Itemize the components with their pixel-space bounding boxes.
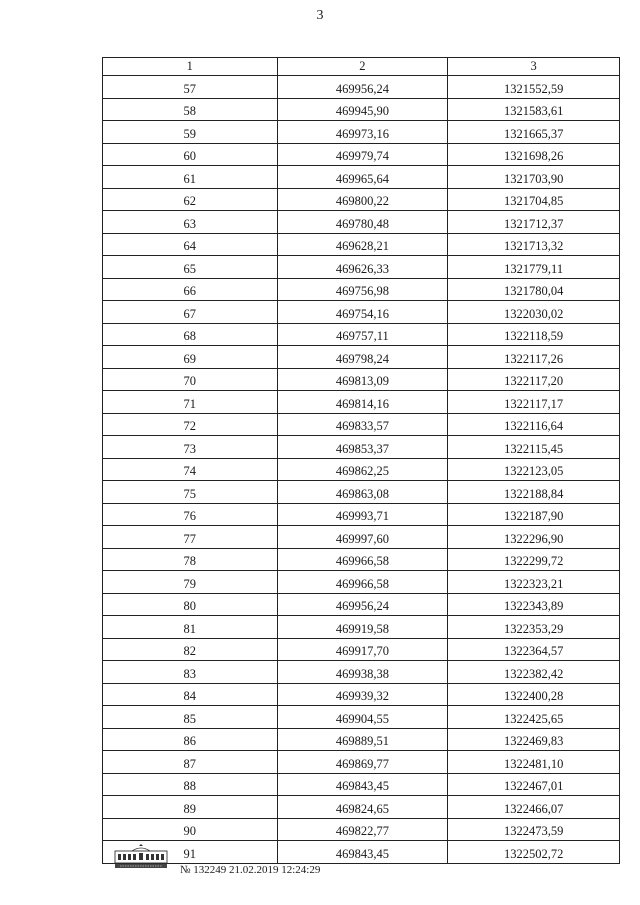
cell-point-number: 62 [103, 188, 278, 211]
cell-y-coordinate: 1322117,20 [448, 368, 620, 391]
table-row [103, 188, 620, 211]
cell-y-coordinate: 1321704,85 [448, 188, 620, 211]
table-row [103, 818, 620, 841]
cell-point-number: 90 [103, 818, 278, 841]
cell-point-number: 66 [103, 278, 278, 301]
cell-y-coordinate: 1322343,89 [448, 593, 620, 616]
cell-y-coordinate: 1321713,32 [448, 233, 620, 256]
cell-point-number: 74 [103, 458, 278, 481]
table-row [103, 526, 620, 549]
cell-point-number: 89 [103, 796, 278, 819]
page-number: 3 [316, 8, 324, 23]
cell-x-coordinate: 469798,24 [277, 346, 448, 369]
cell-point-number: 82 [103, 638, 278, 661]
cell-x-coordinate: 469956,24 [277, 593, 448, 616]
cell-x-coordinate: 469979,74 [277, 143, 448, 166]
cell-y-coordinate: 1322187,90 [448, 503, 620, 526]
cell-point-number: 75 [103, 481, 278, 504]
cell-point-number: 68 [103, 323, 278, 346]
coordinates-table [102, 57, 620, 864]
cell-y-coordinate: 1322382,42 [448, 661, 620, 684]
cell-x-coordinate: 469917,70 [277, 638, 448, 661]
cell-y-coordinate: 1322466,07 [448, 796, 620, 819]
cell-point-number: 73 [103, 436, 278, 459]
cell-point-number: 58 [103, 98, 278, 121]
cell-point-number: 59 [103, 121, 278, 144]
cell-y-coordinate: 1322353,29 [448, 616, 620, 639]
cell-point-number: 81 [103, 616, 278, 639]
cell-y-coordinate: 1321665,37 [448, 121, 620, 144]
cell-x-coordinate: 469843,45 [277, 773, 448, 796]
cell-x-coordinate: 469813,09 [277, 368, 448, 391]
table-row [103, 368, 620, 391]
cell-x-coordinate: 469756,98 [277, 278, 448, 301]
cell-y-coordinate: 1322030,02 [448, 301, 620, 324]
table-row [103, 143, 620, 166]
cell-point-number: 87 [103, 751, 278, 774]
cell-point-number: 76 [103, 503, 278, 526]
cell-x-coordinate: 469862,25 [277, 458, 448, 481]
cell-point-number: 80 [103, 593, 278, 616]
table-row [103, 98, 620, 121]
table-row [103, 346, 620, 369]
table-row [103, 571, 620, 594]
cell-y-coordinate: 1322118,59 [448, 323, 620, 346]
table-row [103, 413, 620, 436]
cell-x-coordinate: 469628,21 [277, 233, 448, 256]
cell-x-coordinate: 469993,71 [277, 503, 448, 526]
cell-x-coordinate: 469853,37 [277, 436, 448, 459]
cell-x-coordinate: 469904,55 [277, 706, 448, 729]
cell-y-coordinate: 1321703,90 [448, 166, 620, 189]
cell-point-number: 57 [103, 76, 278, 99]
registration-stamp-text: № 132249 21.02.2019 12:24:29 [180, 864, 321, 876]
column-header-x: 2 [277, 58, 448, 76]
cell-y-coordinate: 1321780,04 [448, 278, 620, 301]
cell-point-number: 79 [103, 571, 278, 594]
table-row [103, 323, 620, 346]
table-body [103, 76, 620, 864]
cell-y-coordinate: 1322364,57 [448, 638, 620, 661]
cell-point-number: 86 [103, 728, 278, 751]
cell-y-coordinate: 1322299,72 [448, 548, 620, 571]
cell-x-coordinate: 469997,60 [277, 526, 448, 549]
cell-y-coordinate: 1322117,17 [448, 391, 620, 414]
cell-point-number: 88 [103, 773, 278, 796]
column-header-point: 1 [103, 58, 278, 76]
cell-x-coordinate: 469919,58 [277, 616, 448, 639]
registration-footer [112, 843, 321, 876]
cell-point-number: 65 [103, 256, 278, 279]
table-row [103, 593, 620, 616]
cell-y-coordinate: 1322425,65 [448, 706, 620, 729]
cell-y-coordinate: 1322296,90 [448, 526, 620, 549]
cell-x-coordinate: 469824,65 [277, 796, 448, 819]
table-row [103, 773, 620, 796]
cell-y-coordinate: 1322188,84 [448, 481, 620, 504]
cell-x-coordinate: 469945,90 [277, 98, 448, 121]
cell-point-number: 63 [103, 211, 278, 234]
cell-y-coordinate: 1321552,59 [448, 76, 620, 99]
table-row [103, 301, 620, 324]
table-row [103, 616, 620, 639]
table-row [103, 548, 620, 571]
cell-point-number: 77 [103, 526, 278, 549]
cell-x-coordinate: 469973,16 [277, 121, 448, 144]
cell-y-coordinate: 1321583,61 [448, 98, 620, 121]
table-row [103, 256, 620, 279]
table-row [103, 638, 620, 661]
cell-x-coordinate: 469938,38 [277, 661, 448, 684]
cell-y-coordinate: 1322502,72 [448, 841, 620, 864]
cell-y-coordinate: 1322467,01 [448, 773, 620, 796]
cell-y-coordinate: 1322481,10 [448, 751, 620, 774]
government-building-stamp-icon [112, 843, 170, 871]
cell-x-coordinate: 469966,58 [277, 548, 448, 571]
table-header-row [103, 58, 620, 76]
cell-x-coordinate: 469833,57 [277, 413, 448, 436]
cell-x-coordinate: 469863,08 [277, 481, 448, 504]
table-row [103, 796, 620, 819]
table-row [103, 481, 620, 504]
cell-point-number: 67 [103, 301, 278, 324]
cell-x-coordinate: 469754,16 [277, 301, 448, 324]
cell-point-number: 60 [103, 143, 278, 166]
table-row [103, 76, 620, 99]
cell-x-coordinate: 469889,51 [277, 728, 448, 751]
table-row [103, 436, 620, 459]
table-row [103, 661, 620, 684]
table-header [103, 58, 620, 76]
table-row [103, 211, 620, 234]
cell-x-coordinate: 469939,32 [277, 683, 448, 706]
cell-y-coordinate: 1321698,26 [448, 143, 620, 166]
table-row [103, 121, 620, 144]
cell-x-coordinate: 469965,64 [277, 166, 448, 189]
cell-y-coordinate: 1321779,11 [448, 256, 620, 279]
table-row [103, 503, 620, 526]
cell-x-coordinate: 469780,48 [277, 211, 448, 234]
column-header-y: 3 [448, 58, 620, 76]
cell-y-coordinate: 1322469,83 [448, 728, 620, 751]
table-row [103, 391, 620, 414]
cell-point-number: 78 [103, 548, 278, 571]
cell-point-number: 71 [103, 391, 278, 414]
cell-point-number: 72 [103, 413, 278, 436]
cell-x-coordinate: 469757,11 [277, 323, 448, 346]
table-row [103, 751, 620, 774]
table-row [103, 683, 620, 706]
table-row [103, 458, 620, 481]
cell-y-coordinate: 1322123,05 [448, 458, 620, 481]
cell-point-number: 91 [103, 841, 278, 864]
cell-x-coordinate: 469966,58 [277, 571, 448, 594]
cell-x-coordinate: 469814,16 [277, 391, 448, 414]
cell-x-coordinate: 469626,33 [277, 256, 448, 279]
cell-point-number: 84 [103, 683, 278, 706]
table-row [103, 233, 620, 256]
cell-point-number: 61 [103, 166, 278, 189]
cell-y-coordinate: 1322116,64 [448, 413, 620, 436]
cell-y-coordinate: 1321712,37 [448, 211, 620, 234]
cell-x-coordinate: 469956,24 [277, 76, 448, 99]
cell-x-coordinate: 469800,22 [277, 188, 448, 211]
table-row [103, 166, 620, 189]
cell-y-coordinate: 1322115,45 [448, 436, 620, 459]
table-row [103, 728, 620, 751]
cell-point-number: 83 [103, 661, 278, 684]
cell-x-coordinate: 469843,45 [277, 841, 448, 864]
cell-x-coordinate: 469869,77 [277, 751, 448, 774]
cell-point-number: 69 [103, 346, 278, 369]
cell-y-coordinate: 1322117,26 [448, 346, 620, 369]
table-row [103, 278, 620, 301]
cell-y-coordinate: 1322473,59 [448, 818, 620, 841]
cell-point-number: 70 [103, 368, 278, 391]
table-row [103, 706, 620, 729]
cell-y-coordinate: 1322323,21 [448, 571, 620, 594]
cell-point-number: 64 [103, 233, 278, 256]
cell-point-number: 85 [103, 706, 278, 729]
cell-x-coordinate: 469822,77 [277, 818, 448, 841]
cell-y-coordinate: 1322400,28 [448, 683, 620, 706]
